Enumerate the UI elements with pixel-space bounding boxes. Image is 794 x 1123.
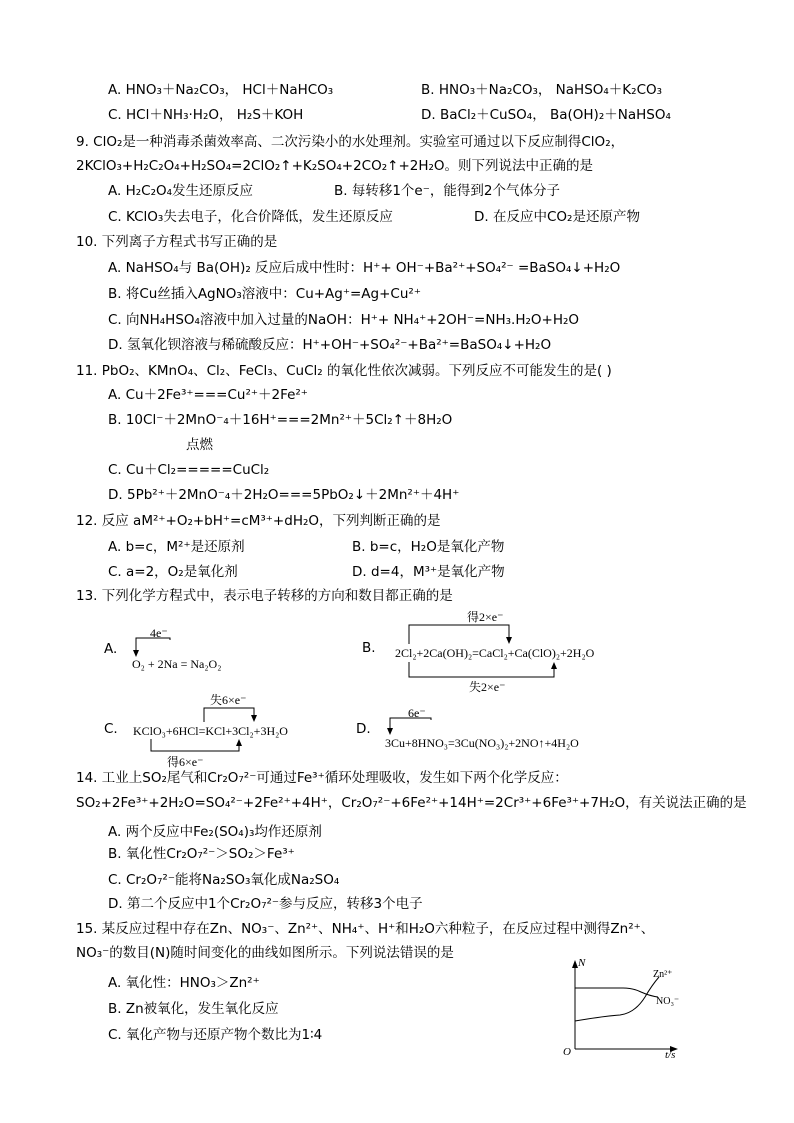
q12-option-d: D. d=4，M³⁺是氧化产物 bbox=[352, 564, 505, 580]
q13-c-equation: KClO₃+6HCl=KCl+3Cl₂+3H₂O bbox=[133, 724, 288, 738]
q11-condition: 点燃 bbox=[186, 437, 213, 453]
option-a: A. HNO₃＋Na₂CO₃， HCl＋NaHCO₃ bbox=[108, 82, 334, 98]
q13-b-equation: 2Cl₂+2Ca(OH)₂=CaCl₂+Ca(ClO)₂+2H₂O bbox=[395, 646, 595, 660]
q10-option-c: C. 向NH₄HSO₄溶液中加入过量的NaOH：H⁺+ NH₄⁺+2OH⁻=NH₃.H₂O+H₂O bbox=[108, 312, 580, 328]
q11-option-a: A. Cu＋2Fe³⁺===Cu²⁺＋2Fe²⁺ bbox=[108, 387, 308, 403]
q9-stem-line1: 9. ClO₂是一种消毒杀菌效率高、二次污染小的水处理剂。实验室可通过以下反应制得ClO₂， bbox=[76, 134, 625, 150]
q13-stem: 13. 下列化学方程式中，表示电子转移的方向和数目都正确的是 bbox=[76, 588, 453, 604]
q10-option-b: B. 将Cu丝插入AgNO₃溶液中：Cu+Ag⁺=Ag+Cu²⁺ bbox=[108, 286, 421, 302]
q10-stem: 10. 下列离子方程式书写正确的是 bbox=[76, 234, 278, 250]
q13-d-equation: 3Cu+8HNO₃=3Cu(NO₃)₂+2NO↑+4H₂O bbox=[385, 736, 579, 750]
q9-option-c: C. KClO₃失去电子，化合价降低，发生还原反应 bbox=[108, 209, 393, 225]
option-d: D. BaCl₂＋CuSO₄， Ba(OH)₂＋NaHSO₄ bbox=[421, 107, 671, 123]
q15-stem-line1: 15. 某反应过程中存在Zn、NO₃⁻、Zn²⁺、NH₄⁺、H⁺和H₂O六种粒子，在反应过程中测得Zn²⁺、 bbox=[76, 921, 655, 937]
q14-option-d: D. 第二个反应中1个Cr₂O₇²⁻参与反应，转移3个电子 bbox=[108, 896, 423, 912]
origin-label: O bbox=[563, 1046, 571, 1058]
q12-option-a: A. b=c，M²⁺是还原剂 bbox=[108, 539, 245, 555]
q9-stem-line2: 2KClO₃+H₂C₂O₄+H₂SO₄=2ClO₂↑+K₂SO₄+2CO₂↑+2H₂O。则下列说法中正确的是 bbox=[76, 158, 594, 174]
series-zn2-label: Zn²⁺ bbox=[653, 969, 673, 980]
q13-d-label: D. bbox=[356, 721, 371, 737]
q14-option-a: A. 两个反应中Fe₂(SO₄)₃均作还原剂 bbox=[108, 824, 322, 840]
q15-option-b: B. Zn被氧化，发生氧化反应 bbox=[108, 1001, 279, 1017]
q13-c-label: C. bbox=[104, 721, 118, 737]
series-no3-label: NO₃⁻ bbox=[656, 996, 680, 1007]
q10-option-a: A. NaHSO₄与 Ba(OH)₂ 反应后成中性时：H⁺+ OH⁻+Ba²⁺+SO₄²⁻ =BaSO₄↓+H₂O bbox=[108, 260, 621, 276]
q13-a-label: A. bbox=[104, 641, 118, 657]
q11-option-b: B. 10Cl⁻＋2MnO⁻₄＋16H⁺===2Mn²⁺＋5Cl₂↑＋8H₂O bbox=[108, 412, 453, 428]
q13-a-equation: O₂ + 2Na = Na₂O₂ bbox=[132, 657, 222, 671]
q11-stem: 11. PbO₂、KMnO₄、Cl₂、FeCl₃、CuCl₂ 的氧化性依次减弱。下列反应不可能发生的是( ) bbox=[76, 363, 612, 379]
q15-option-c: C. 氧化产物与还原产物个数比为1∶4 bbox=[108, 1027, 323, 1043]
q15-option-a: A. 氧化性：HNO₃＞Zn²⁺ bbox=[108, 975, 260, 991]
q15-figure bbox=[555, 955, 685, 1060]
q13-c-bottom-label: 得6×e⁻ bbox=[167, 755, 204, 769]
q11-option-d: D. 5Pb²⁺＋2MnO⁻₄＋2H₂O===5PbO₂↓＋2Mn²⁺＋4H⁺ bbox=[108, 487, 460, 503]
q12-option-c: C. a=2，O₂是氧化剂 bbox=[108, 564, 238, 580]
q11-option-c: C. Cu＋Cl₂=====CuCl₂ bbox=[108, 462, 270, 478]
q9-option-b: B. 每转移1个e⁻，能得到2个气体分子 bbox=[334, 183, 560, 199]
q14-stem-line2: SO₂+2Fe³⁺+2H₂O=SO₄²⁻+2Fe²⁺+4H⁺，Cr₂O₇²⁻+6Fe²⁺+14H⁺=2Cr³⁺+6Fe³⁺+7H₂O，有关说法正确的是 bbox=[76, 795, 747, 811]
q13-c-top-label: 失6×e⁻ bbox=[210, 693, 247, 707]
q13-d-arrow bbox=[0, 0, 1, 1]
zn2-curve bbox=[575, 977, 659, 1021]
q15-stem-line2: NO₃⁻的数目(N)随时间变化的曲线如图所示。下列说法错误的是 bbox=[76, 945, 454, 961]
option-c: C. HCl＋NH₃·H₂O， H₂S＋KOH bbox=[108, 107, 304, 123]
q12-option-b: B. b=c，H₂O是氧化产物 bbox=[352, 539, 505, 555]
q13-b-top-label: 得2×e⁻ bbox=[467, 610, 504, 624]
q9-option-d: D. 在反应中CO₂是还原产物 bbox=[474, 209, 640, 225]
q14-stem-line1: 14. 工业上SO₂尾气和Cr₂O₇²⁻可通过Fe³⁺循环处理吸收，发生如下两个化学反应： bbox=[76, 770, 568, 786]
q9-option-a: A. H₂C₂O₄发生还原反应 bbox=[108, 183, 254, 199]
option-b: B. HNO₃＋Na₂CO₃， NaHSO₄＋K₂CO₃ bbox=[421, 82, 663, 98]
y-label: N bbox=[578, 957, 586, 969]
q12-stem: 12. 反应 aM²⁺+O₂+bH⁺=cM³⁺+dH₂O，下列判断正确的是 bbox=[76, 513, 441, 529]
q14-option-c: C. Cr₂O₇²⁻能将Na₂SO₃氧化成Na₂SO₄ bbox=[108, 872, 340, 888]
q13-a-electron-label: 4e⁻ bbox=[150, 626, 168, 640]
q13-d-electron-label: 6e⁻ bbox=[408, 706, 426, 720]
q13-b-label: B. bbox=[362, 640, 376, 656]
q14-option-b: B. 氧化性Cr₂O₇²⁻＞SO₂＞Fe³⁺ bbox=[108, 846, 295, 862]
q10-option-d: D. 氢氧化钡溶液与稀硫酸反应：H⁺+OH⁻+SO₄²⁻+Ba²⁺=BaSO₄↓+H₂O bbox=[108, 337, 552, 353]
x-label: t/s bbox=[665, 1049, 676, 1061]
q13-b-bottom-label: 失2×e⁻ bbox=[469, 680, 506, 694]
